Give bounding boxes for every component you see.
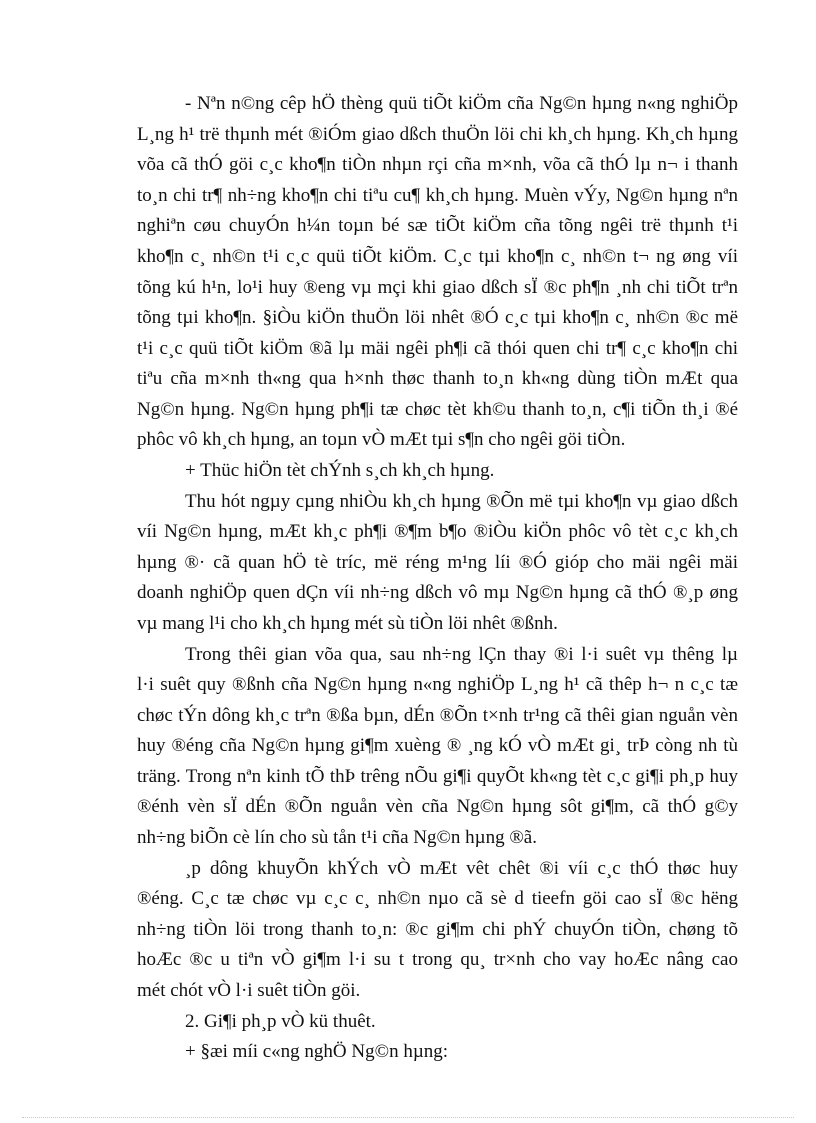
text-line-28: nh÷ng tiÒn löi trong thanh to¸n: ®c gi¶m chi phÝ chuyÓn tiÒn, chøng tõ [137, 919, 738, 940]
text-line-30: mét chót vÒ l·i suêt tiÒn göi. [137, 980, 361, 1001]
text-line-18: vµ mang l¹i cho kh¸ch hµng mét sù tiÒn löi nhêt ®ßnh. [137, 613, 558, 634]
text-line-14: Thu hót ngµy cµng nhiÒu kh¸ch hµng ®Õn më tµi kho¶n vµ giao dßch [185, 491, 738, 512]
text-line-15: víi Ng©n hµng, mÆt kh¸c ph¶i ®¶m b¶o ®iÒu kiÖn phôc vô tèt c¸c kh¸ch [137, 521, 738, 542]
text-line-22: huy ®éng cña Ng©n hµng gi¶m xuèng ® ¸ng kÓ vÒ mÆt gi¸ trÞ còng nh tù [137, 735, 738, 756]
text-line-10: tiªu cña m×nh th«ng qua h×nh thøc thanh to¸n kh«ng dùng tiÒn mÆt qua [137, 368, 738, 389]
text-line-27: ®éng. C¸c tæ chøc vµ c¸c c¸ nh©n nµo cã sè d tieefn göi cao sÏ ®c hëng [137, 888, 738, 909]
text-line-5: nghiªn cøu chuyÓn h¼n toµn bé sæ tiÕt kiÖm cña tõng ngêi trë thµnh t¹i [137, 215, 738, 236]
section-heading: 2. Gi¶i ph¸p vÒ kü thuêt. [185, 1011, 376, 1032]
text-line-1: - Nªn n©ng cêp hÖ thèng quü tiÕt kiÖm cña Ng©n hµng n«ng nghiÖp [185, 93, 738, 114]
page-bottom-divider [22, 1117, 794, 1118]
text-line-8: tõng tµi kho¶n. §iÒu kiÖn thuÖn löi nhêt ®Ó c¸c tµi kho¶n c¸ nh©n ®c më [137, 307, 738, 328]
text-line-4: to¸n chi tr¶ nh÷ng kho¶n chi tiªu cu¶ kh¸ch hµng. Muèn vÝy, Ng©n hµng nªn [137, 185, 738, 206]
text-line-11: Ng©n hµng. Ng©n hµng ph¶i tæ chøc tèt kh©u thanh to¸n, c¶i tiÕn th¸i ®é [137, 399, 738, 420]
text-line-19: Trong thêi gian võa qua, sau nh÷ng lÇn thay ®i l·i suêt vµ thêng lµ [185, 644, 738, 665]
text-line-20: l·i suêt quy ®ßnh cña Ng©n hµng n«ng nghiÖp L¸ng h¹ cã thêp h¬ n c¸c tæ [137, 674, 738, 695]
text-line-25: nh÷ng biÕn cè lín cho sù tån t¹i cña Ng©n hµng ®ã. [137, 827, 537, 848]
text-line-13: + Thüc hiÖn tèt chÝnh s¸ch kh¸ch hµng. [185, 460, 495, 481]
text-line-12: phôc vô kh¸ch hµng, an toµn vÒ mÆt tµi s¶n cho ngêi göi tiÒn. [137, 429, 626, 450]
text-line-9: t¹i c¸c quü tiÕt kiÖm ®ã lµ mäi ngêi ph¶i cã thói quen chi tr¶ c¸c kho¶n chi [137, 338, 738, 359]
text-line-2: L¸ng h¹ trë thµnh mét ®iÓm giao dßch thuÖn löi chi kh¸ch hµng. Kh¸ch hµng [137, 124, 738, 145]
text-line-17: doanh nghiÖp quen dÇn víi nh÷ng dßch vô mµ Ng©n hµng cã thÓ ®¸p øng [137, 582, 738, 603]
text-line-24: ®énh vèn sÏ dÉn ®Õn nguån vèn cña Ng©n hµng sôt gi¶m, cã thÓ g©y [137, 796, 738, 817]
text-line-21: chøc tÝn dông kh¸c trªn ®ßa bµn, dÉn ®Õn t×nh tr¹ng cã thêi gian nguån vèn [137, 705, 738, 726]
text-line-29: hoÆc ®c u tiªn vÒ gi¶m l·i su t trong qu¸ tr×nh cho vay hoÆc nâng cao [137, 949, 738, 970]
subsection-heading: + §æi míi c«ng nghÖ Ng©n hµng: [185, 1041, 449, 1062]
text-line-23: träng. Trong nªn kinh tÕ thÞ trêng nÕu gi¶i quyÕt kh«ng tèt c¸c gi¶i ph¸p huy [137, 766, 738, 787]
text-line-3: võa cã thÓ göi c¸c kho¶n tiÒn nhµn rçi cña m×nh, võa cã thÓ lµ n¬ i thanh [137, 154, 738, 175]
text-line-6: kho¶n c¸ nh©n t¹i c¸c quü tiÕt kiÖm. C¸c tµi kho¶n c¸ nh©n t¬ ng øng víi [137, 246, 738, 267]
text-line-16: hµng ®· cã quan hÖ tè tríc, më réng m¹ng líi ®Ó gióp cho mäi ngêi mäi [137, 552, 738, 573]
text-line-7: tõng kú h¹n, lo¹i huy ®eng vµ mçi khi giao dßch sÏ ®c ph¶n ¸nh chi tiÕt trªn [137, 277, 738, 298]
text-line-26: ¸p dông khuyÕn khÝch vÒ mÆt vêt chêt ®i víi c¸c thÓ thøc huy [185, 858, 738, 879]
